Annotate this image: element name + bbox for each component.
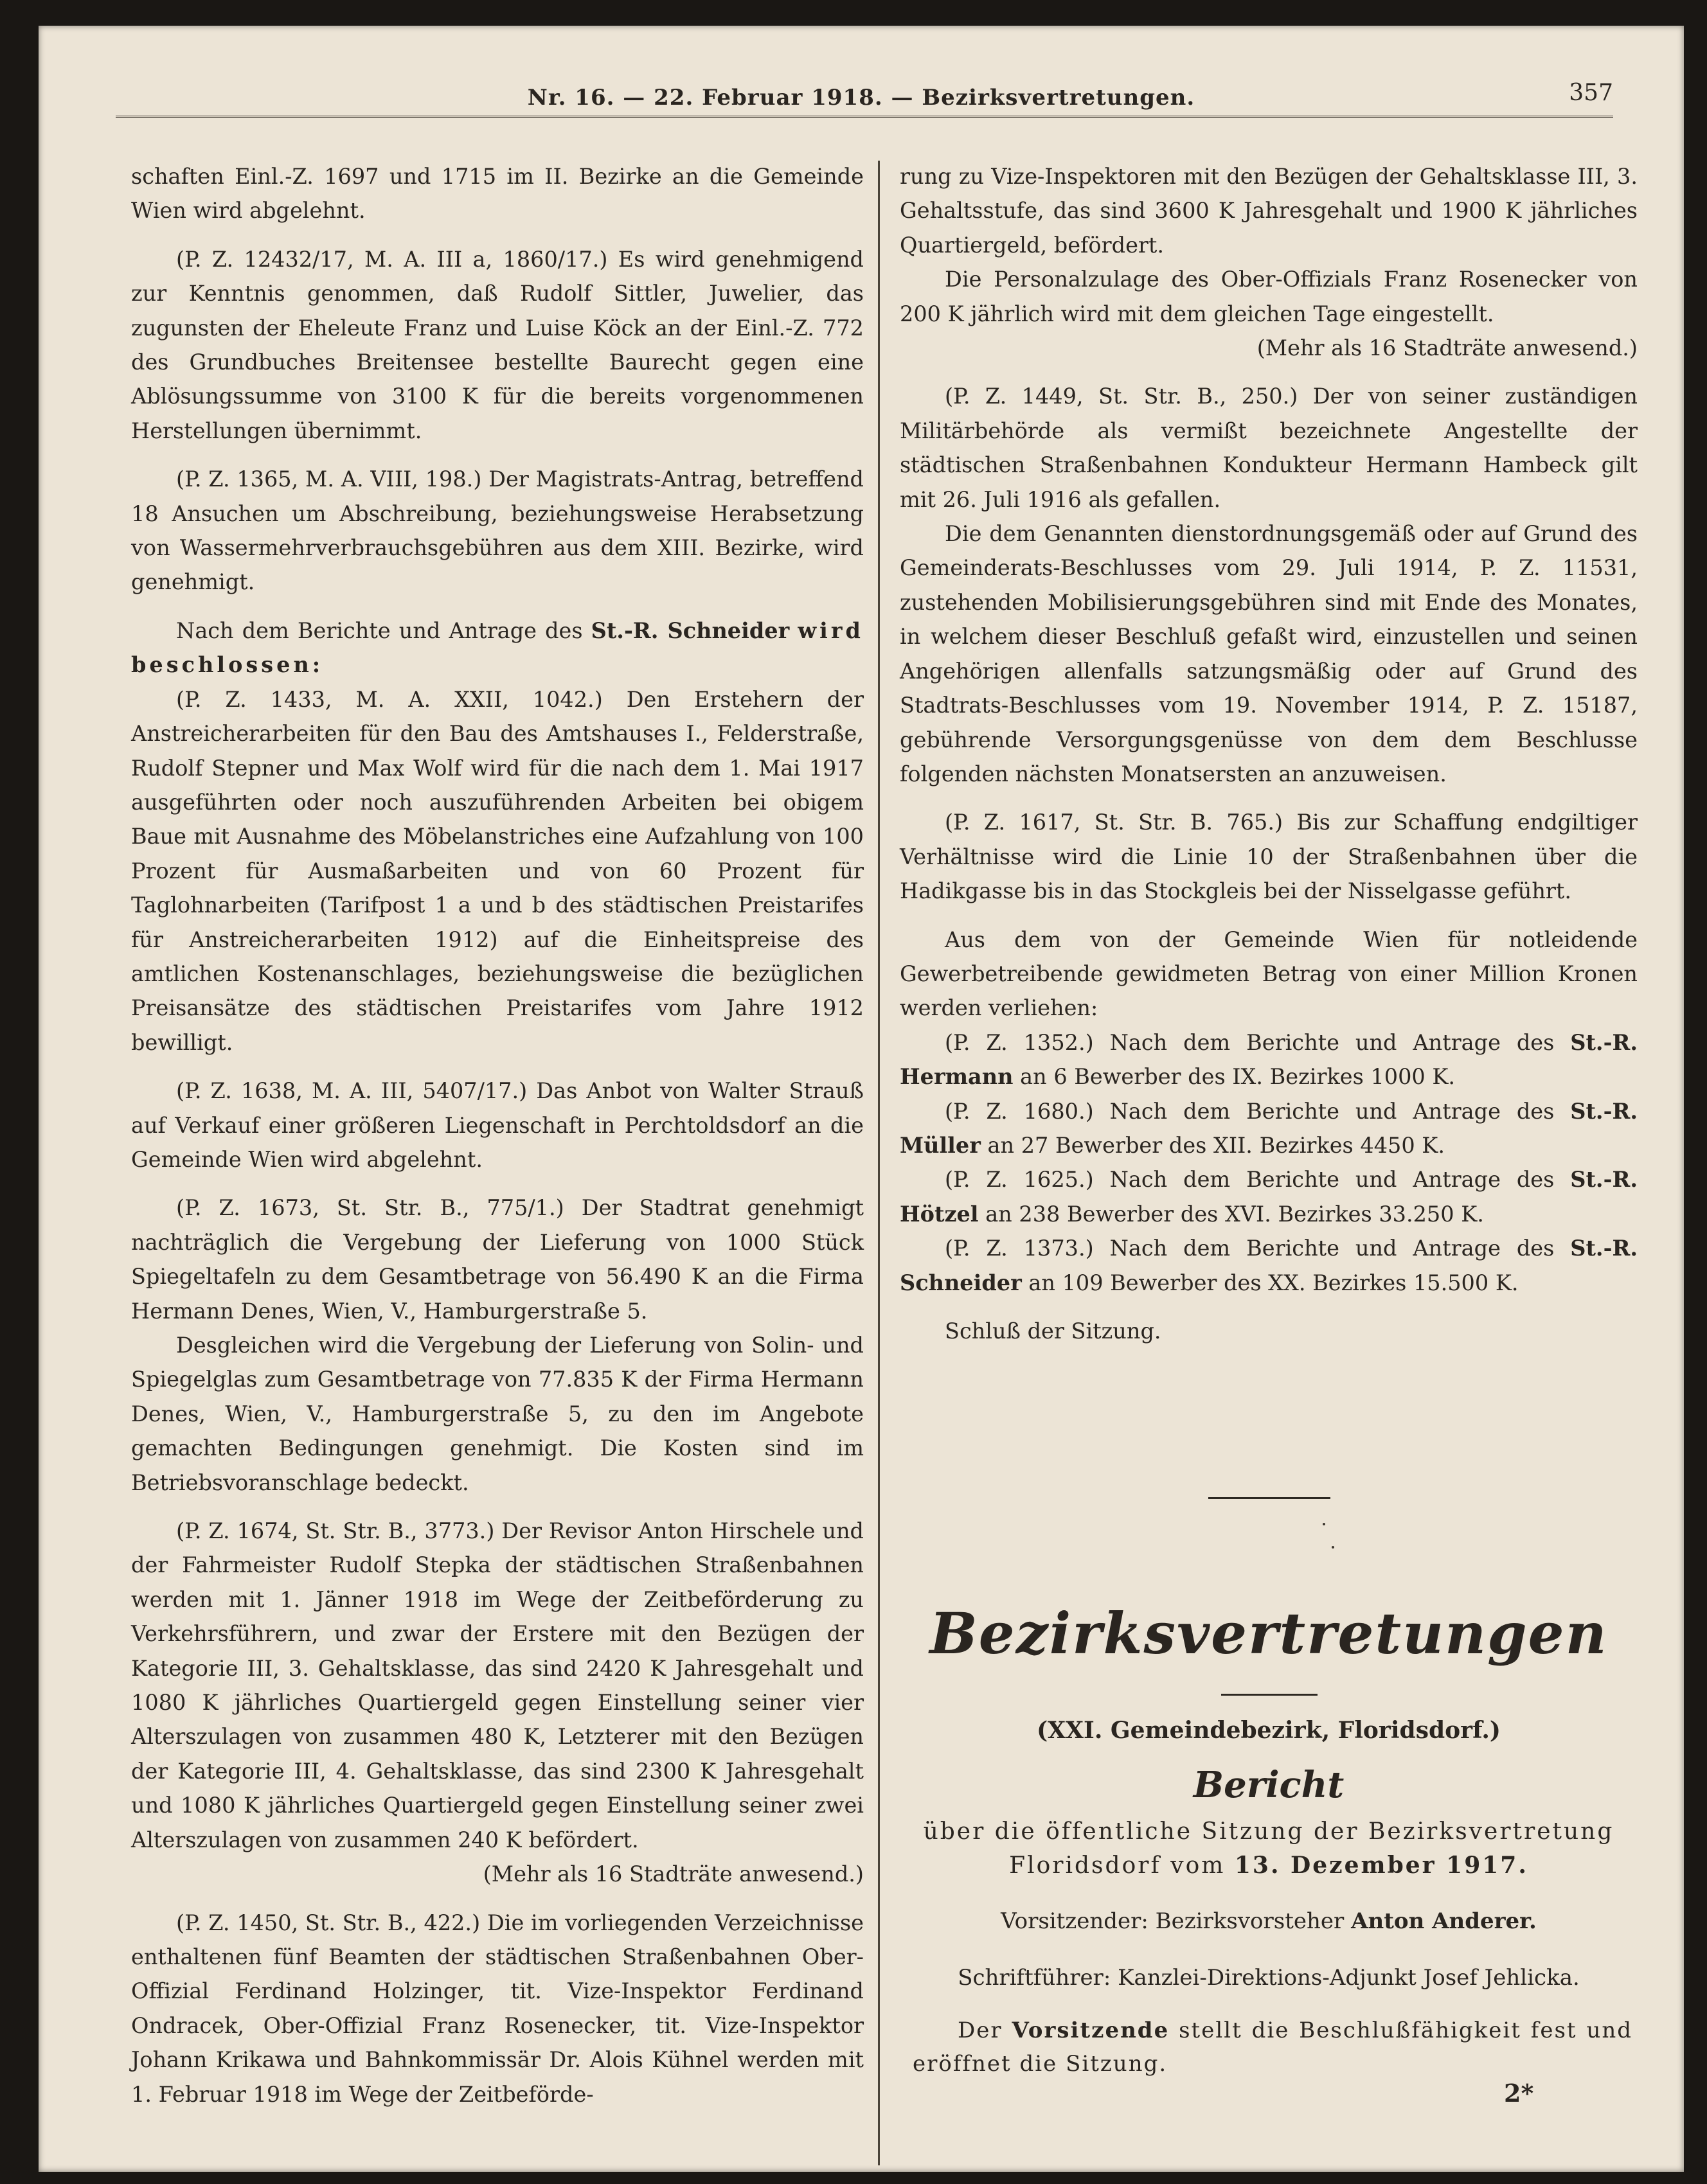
paragraph: (P. Z. 1365, M. A. VIII, 198.) Der Magistrats-Antrag, betreffend 18 Ansuchen um Abschreibung, beziehungsweise Herabsetzung von Wassermehrverbrauchsgebühren aus dem XIII. Bezirke, wird genehmigt.	[131, 466, 864, 595]
paragraph: (P. Z. 1638, M. A. III, 5407/17.) Das Anbot von Walter Strauß auf Verkauf einer größeren Liegenschaft in Perchtoldsdorf an die Gemeinde Wien wird abgelehnt.	[131, 1078, 864, 1172]
district-heading: (XXI. Gemeindebezirk, Floridsdorf.)	[1037, 1717, 1501, 1744]
grant-detail: an 6 Bewerber des IX. Bezirkes 1000 K.	[1020, 1064, 1456, 1090]
paragraph: (P. Z. 1433, M. A. XXII, 1042.) Den Erstehern der Anstreicherarbeiten für den Bau des Amtshauses I., Felderstraße, Rudolf Stepner und Max Wolf wird für die nach dem 1. Mai 1917 ausgeführten oder noch auszuführenden Arbeiten bei obigem Baue mit Ausnahme des Möbelanstriches eine Aufzahlung von 100 Prozent für Ausmaßarbeiten und von 60 Prozent für Taglohnarbeiten (Tarifpost 1 a und b des städtischen Preistarifes für Anstreicherarbeiten 1912) auf die Einheitspreise des amtlichen Kostenanschlages, beziehungsweise die bezüglichen Preisansätze des städtischen Preistarifes vom Jahre 1912 bewilligt.	[131, 686, 864, 1055]
attendance-note: (Mehr als 16 Stadträte anwesend.)	[483, 1861, 864, 1887]
chair-line	[900, 1908, 1638, 1934]
grant-item	[900, 1025, 1638, 1094]
grant-detail: an 238 Bewerber des XVI. Bezirkes 33.250 K.	[985, 1201, 1484, 1227]
grant-lead: (P. Z. 1373.) Nach dem Berichte und Antrage des	[945, 1236, 1555, 1261]
paragraph: Die dem Genannten dienstordnungsgemäß oder auf Grund des Gemeinderats-Beschlusses vom 29. Juli 1914, P. Z. 11531, zustehenden Mobilisierungsgebühren sind mit Ende des Monates, in welchem dieser Beschluß gefaßt wird, einzustellen und seinen Angehörigen allenfalls satzungsmäßig oder auf Grund des Stadtrats-Beschlusses vom 19. November 1914, P. Z. 15187, gebührende Versorgungsgenüsse von dem dem Beschlusse folgenden nächsten Monatsersten an anzuweisen.	[900, 521, 1638, 786]
grant-item	[900, 1231, 1638, 1300]
paragraph: Aus dem von der Gemeinde Wien für notleidende Gewerbetreibende gewidmeten Betrag von einer Million Kronen werden verliehen:	[900, 927, 1638, 1021]
report-date-line	[900, 1852, 1638, 1879]
attendance-note: (Mehr als 16 Stadträte anwesend.)	[1256, 335, 1638, 361]
grant-lead: (P. Z. 1680.) Nach dem Berichte und Antrage des	[945, 1098, 1555, 1124]
paragraph: Die Personalzulage des Ober-Offizials Franz Rosenecker von 200 K jährlich wird mit dem gleichen Tage eingestellt.	[900, 267, 1638, 326]
signature-mark: 2*	[1504, 2079, 1534, 2108]
report-date: 13. Dezember 1917.	[1234, 1852, 1528, 1879]
column-divider	[878, 161, 880, 2165]
page-number: 357	[1569, 80, 1613, 106]
session-closing: Schluß der Sitzung.	[945, 1318, 1161, 1344]
intro-lead: Nach dem Berichte und Antrage des	[176, 617, 583, 643]
resolution-intro	[131, 614, 864, 682]
councillor-name: St.-R. Hermann	[900, 1029, 1638, 1090]
opening-rest: stellt die Beschlußfähigkeit fest und eröffnet die Sitzung.	[913, 2018, 1633, 2077]
chair-name: Anton Anderer.	[1351, 1908, 1537, 1934]
section-title: Bezirksvertretungen	[929, 1600, 1608, 1667]
councillor-name: St.-R. Schneider	[900, 1236, 1638, 1295]
grant-detail: an 27 Bewerber des XII. Bezirkes 4450 K.	[987, 1132, 1445, 1158]
secretary-line: Schriftführer: Kanzlei-Direktions-Adjunkt Josef Jehlicka.	[958, 1965, 1580, 1991]
councillor-name: St.-R. Schneider	[591, 617, 790, 643]
grant-lead: (P. Z. 1352.) Nach dem Berichte und Antrage des	[945, 1029, 1555, 1055]
intro-rest: wird beschlossen:	[131, 617, 864, 678]
grant-lead: (P. Z. 1625.) Nach dem Berichte und Antrage des	[945, 1167, 1555, 1193]
paragraph: (P. Z. 1674, St. Str. B., 3773.) Der Revisor Anton Hirschele und der Fahrmeister Rudolf Stepka der städtischen Straßenbahnen werden mit 1. Jänner 1918 im Wege der Zeitbeförderung zu Verkehrsführern, und zwar der Erstere mit den Bezügen der Kategorie III, 3. Gehaltsklasse, das sind 2420 K Jahresgehalt und 1080 K jährliches Quartiergeld gegen Einstellung seiner vier Alterszulagen von zusammen 480 K, Letzterer mit den Bezügen der Kategorie III, 4. Gehaltsklasse, das sind 2300 K Jahresgehalt und 1080 K jährliches Quartiergeld gegen Einstellung seiner zwei Alterszulagen von zusammen 240 K befördert.	[131, 1518, 864, 1852]
report-place: Floridsdorf vom	[1009, 1852, 1226, 1879]
paragraph: (P. Z. 1673, St. Str. B., 775/1.) Der Stadtrat genehmigt nachträglich die Vergebung der Lieferung von 1000 Stück Spiegeltafeln zu dem Gesamtbetrage von 56.490 K an die Firma Hermann Denes, Wien, V., Hamburgerstraße 5.	[131, 1195, 864, 1324]
chair-label: Vorsitzender: Bezirksvorsteher	[1001, 1908, 1345, 1934]
report-title: Bericht	[1193, 1764, 1345, 1806]
paragraph: (P. Z. 1617, St. Str. B. 765.) Bis zur Schaffung endgiltiger Verhältnisse wird die Linie 10 der Straßenbahnen über die Hadikgasse bis in das Stockgleis bei der Nisselgasse geführt.	[900, 810, 1638, 904]
grant-detail: an 109 Bewerber des XX. Bezirkes 15.500 K.	[1028, 1270, 1519, 1295]
paragraph: rung zu Vize-Inspektoren mit den Bezügen der Gehaltsklasse III, 3. Gehaltsstufe, das sind 3600 K Jahresgehalt und 1900 K jährliches Quartiergeld, befördert.	[900, 164, 1638, 258]
paragraph: (P. Z. 1449, St. Str. B., 250.) Der von seiner zuständigen Militärbehörde als vermißt bezeichnete Angestellte der städtischen Straßenbahnen Kondukteur Hermann Hambeck gilt mit 26. Juli 1916 als gefallen.	[900, 384, 1638, 512]
paragraph: (P. Z. 12432/17, M. A. III a, 1860/17.) Es wird genehmigend zur Kenntnis genommen, daß Rudolf Sittler, Juwelier, das zugunsten der Eheleute Franz und Luise Köck an der Einl.-Z. 772 des Grundbuches Breitensee bestellte Baurecht gegen eine Ablösungssumme von 3100 K für die bereits vorgenommenen Herstellungen übernimmt.	[131, 246, 864, 443]
opening-paragraph	[913, 2014, 1632, 2081]
grant-item	[900, 1094, 1638, 1163]
chair-title: Vorsitzende	[1012, 2018, 1170, 2043]
title-underline	[1221, 1694, 1318, 1696]
paragraph: (P. Z. 1450, St. Str. B., 422.) Die im vorliegenden Verzeichnisse enthaltenen fünf Beamten der städtischen Straßenbahnen Ober-Offizial Ferdinand Holzinger, tit. Vize-Inspektor Ferdinand Ondracek, Ober-Offizial Franz Rosenecker, tit. Vize-Inspektor Johann Krikawa und Bahnkommissär Dr. Alois Kühnel werden mit 1. Februar 1918 im Wege der Zeitbeförde-	[131, 1910, 864, 2107]
paragraph: schaften Einl.-Z. 1697 und 1715 im II. Bezirke an die Gemeinde Wien wird abgelehnt.	[131, 164, 864, 224]
running-header: Nr. 16. — 22. Februar 1918. — Bezirksvertretungen.	[527, 85, 1195, 111]
councillor-name: St.-R. Müller	[900, 1098, 1638, 1158]
report-subtitle: über die öffentliche Sitzung der Bezirksvertretung	[923, 1818, 1614, 1845]
right-column	[900, 159, 1638, 1362]
print-speck	[1332, 1546, 1334, 1549]
grant-item	[900, 1162, 1638, 1231]
paragraph: Desgleichen wird die Vergebung der Lieferung von Solin- und Spiegelglas zum Gesamtbetrage von 77.835 K der Firma Hermann Denes, Wien, V., Hamburgerstraße 5, zu den im Angebote gemachten Bedingungen genehmigt. Die Kosten sind im Betriebsvoranschlage bedeckt.	[131, 1333, 864, 1495]
header-rule	[116, 116, 1613, 132]
print-speck	[1323, 1523, 1325, 1525]
left-column	[131, 159, 864, 2111]
newspaper-page	[39, 26, 1684, 2172]
section-separator	[1208, 1497, 1330, 1499]
opening-lead: Der	[958, 2018, 1003, 2043]
councillor-name: St.-R. Hötzel	[900, 1167, 1638, 1227]
